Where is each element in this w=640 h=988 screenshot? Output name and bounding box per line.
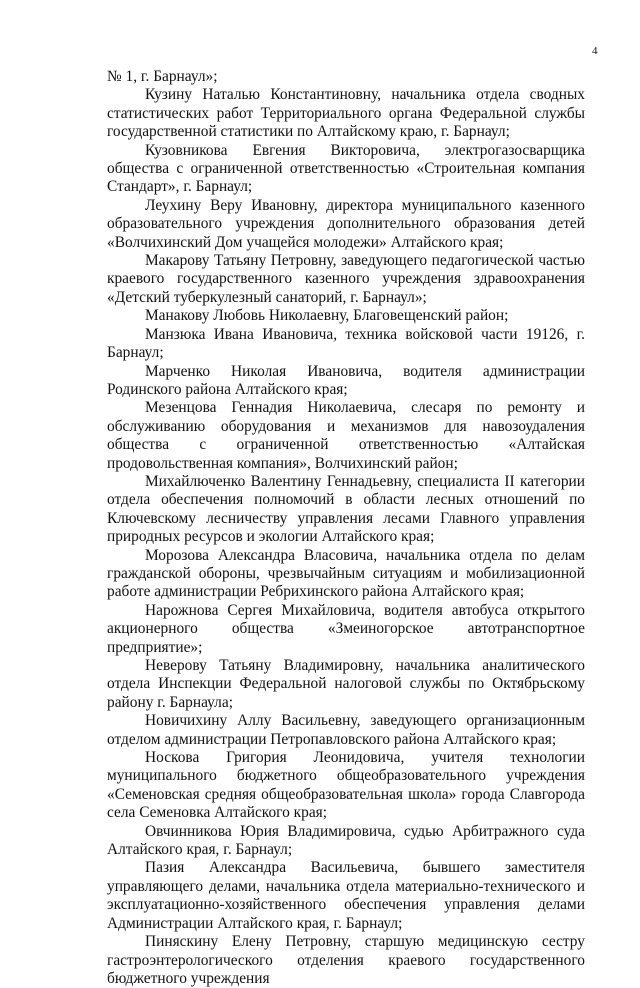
- paragraph-award-entry: Овчинникова Юрия Владимировича, судью Арбитражного суда Алтайского края, г. Барнаул;: [107, 822, 585, 859]
- paragraph-award-entry: Носкова Григория Леонидовича, учителя технологии муниципального бюджетного общеобразовательного учреждения «Семеновская средняя общеобразовательная школа» города Славгорода села Семеновка Алтайского края;: [107, 749, 585, 822]
- paragraph-continuation: № 1, г. Барнаул»;: [107, 68, 218, 85]
- paragraph-award-entry: Мезенцова Геннадия Николаевича, слесаря по ремонту и обслуживанию оборудования и механизмов для навозоудаления общества с ограниченной ответственностью «Алтайская продовольственная компания», Волчихинский район;: [107, 399, 585, 472]
- paragraph-award-entry: Неверову Татьяну Владимировну, начальника аналитического отдела Инспекции Федеральной налоговой службы по Октябрьскому району г. Барнаула;: [107, 657, 585, 711]
- paragraph-award-entry: Леухину Веру Ивановну, директора муниципального казенного образовательного учреждения дополнительного образования детей «Волчихинский Дом учащейся молодежи» Алтайского края;: [107, 196, 585, 251]
- document-body: [107, 68, 585, 988]
- paragraph-award-entry: Пазия Александра Васильевича, бывшего заместителя управляющего делами, начальника отдела материально-технического и эксплуатационно-хозяйственного обеспечения управления делами Администрации Алтайского края, г. Барнаул;: [107, 859, 585, 932]
- paragraph-award-entry: Марченко Николая Ивановича, водителя администрации Родинского района Алтайского края;: [107, 362, 585, 398]
- paragraph-award-entry: Кузину Наталью Константиновну, начальника отдела сводных статистических работ Территориального органа Федеральной службы государственной статистики по Алтайскому краю, г. Барнаул;: [107, 86, 585, 141]
- paragraph-award-entry: Новичихину Аллу Васильевну, заведующего организационным отделом администрации Петропавловского района Алтайского края;: [107, 712, 585, 748]
- paragraph-award-entry: Михайлюченко Валентину Геннадьевну, специалиста II категории отдела обеспечения полномочий в области лесных отношений по Ключевскому лесничеству управления лесами Главного управления природных ресурсов и экологии Алтайского края;: [107, 472, 585, 546]
- paragraph-award-entry: Манакову Любовь Николаевну, Благовещенский район;: [145, 307, 509, 325]
- page-number: 4: [592, 45, 598, 57]
- paragraph-award-entry: Кузовникова Евгения Викторовича, электрогазосварщика общества с ограниченной ответственностью «Строительная компания Стандарт», г. Барнаул;: [107, 141, 585, 196]
- paragraph-award-entry: Макарову Татьяну Петровну, заведующего педагогической частью краевого государственного казенного учреждения здравоохранения «Детский туберкулезный санаторий, г. Барнаул»;: [107, 252, 585, 306]
- paragraph-award-entry: Нарожнова Сергея Михайловича, водителя автобуса открытого акционерного общества «Змеиногорское автотранспортное предприятие»;: [107, 601, 585, 656]
- paragraph-award-entry: Морозова Александра Власовича, начальника отдела по делам гражданской обороны, чрезвычайным ситуациям и мобилизационной работе администрации Ребрихинского района Алтайского края;: [107, 546, 585, 601]
- paragraph-award-entry: Пиняскину Елену Петровну, старшую медицинскую сестру гастроэнтерологического отделения краевого государственного бюджетного учреждения: [107, 933, 585, 987]
- paragraph-award-entry: Манзюка Ивана Ивановича, техника войсковой части 19126, г. Барнаул;: [107, 325, 585, 362]
